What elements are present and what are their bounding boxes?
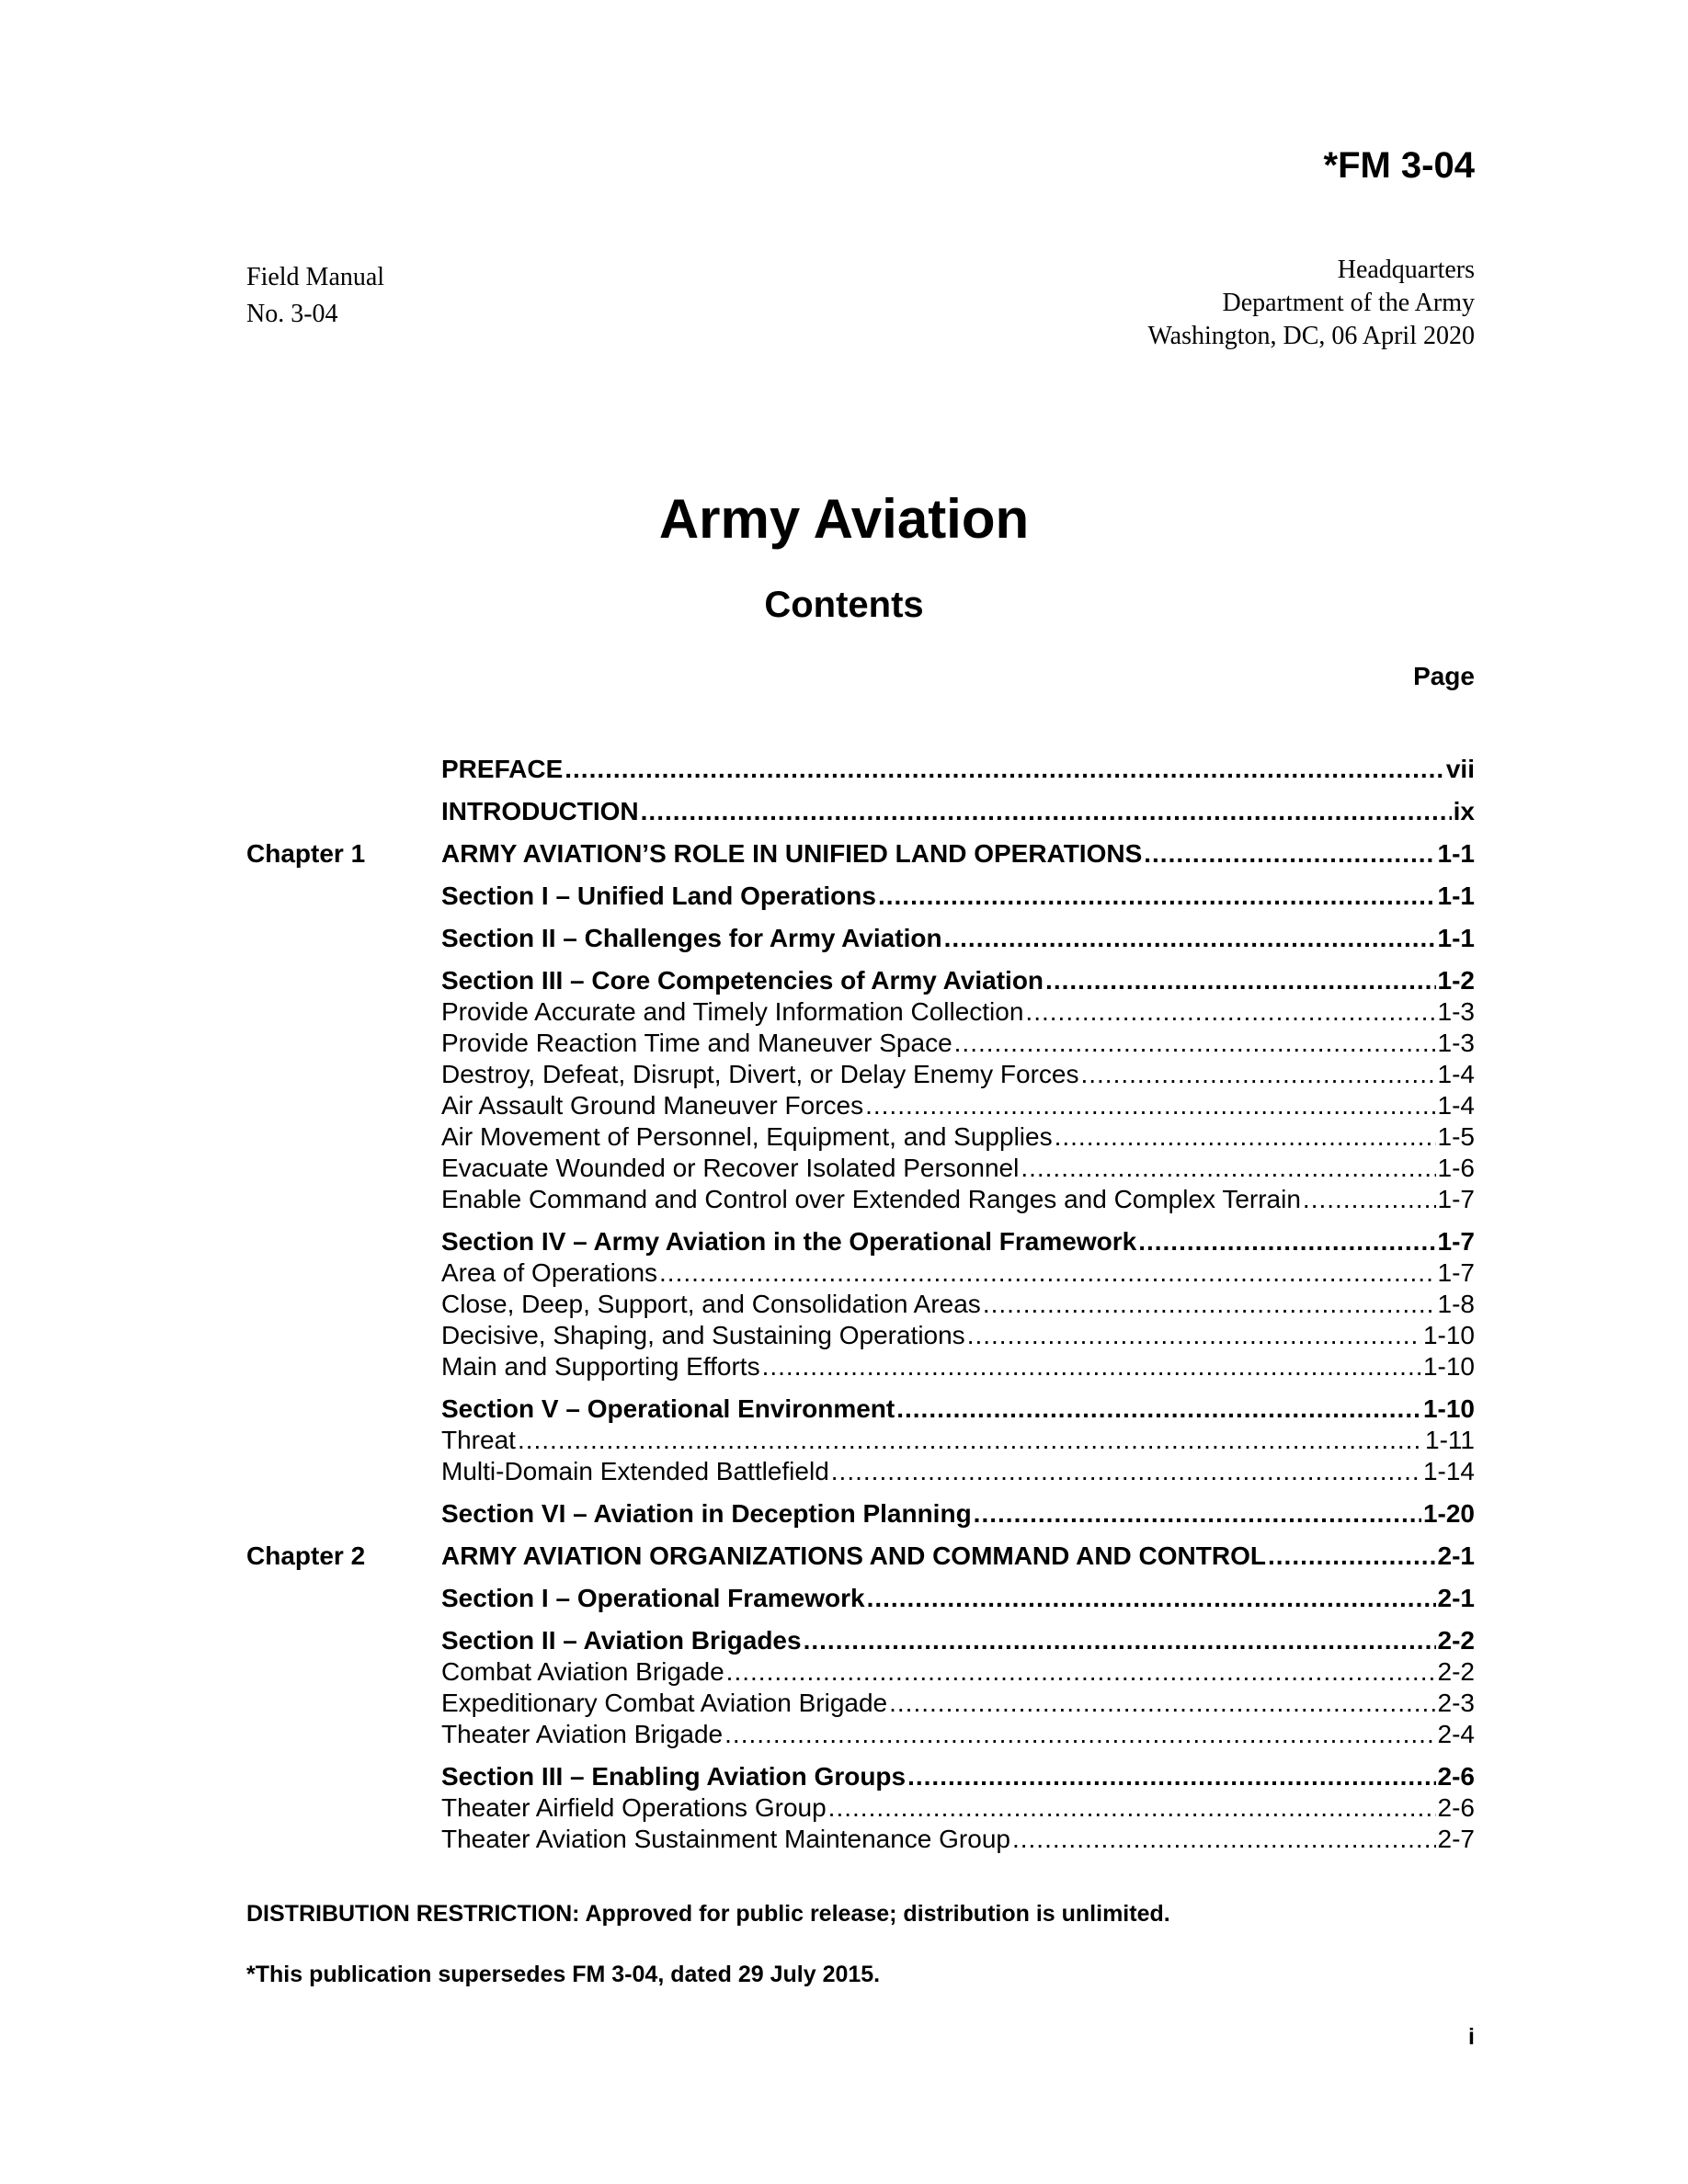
toc-entry[interactable] (246, 1028, 1475, 1059)
toc-entry-page: 1-3 (1437, 997, 1475, 1026)
toc-entry-title: Threat (441, 1426, 516, 1454)
toc-entry-page: 1-1 (1437, 882, 1475, 910)
toc-entry[interactable] (246, 1226, 1475, 1257)
toc-dot-leader (944, 923, 1436, 954)
toc-entry-line (441, 1028, 1475, 1059)
field-manual-block (246, 259, 384, 333)
toc-entry-line (441, 996, 1475, 1028)
toc-entry-page: 1-10 (1422, 1321, 1475, 1349)
toc-dot-leader (1025, 996, 1435, 1028)
toc-entry-title: Provide Accurate and Timely Information Collection (441, 997, 1024, 1026)
toc-dot-leader (878, 881, 1436, 912)
toc-entry-line (441, 1498, 1475, 1530)
toc-entry-title: Section IV – Army Aviation in the Operational Framework (441, 1227, 1137, 1256)
toc-entry-page: 2-6 (1437, 1793, 1475, 1822)
toc-entry[interactable] (246, 838, 1475, 870)
toc-dot-leader (1045, 965, 1435, 996)
page-column-label: Page (1413, 662, 1475, 690)
toc-chapter-label: Chapter 1 (246, 839, 366, 868)
toc-entry-line (441, 1761, 1475, 1792)
toc-entry-title: INTRODUCTION (441, 797, 639, 825)
toc-entry-title: Section VI – Aviation in Deception Planning (441, 1499, 972, 1528)
toc-dot-leader (1080, 1059, 1435, 1090)
toc-entry[interactable] (246, 1184, 1475, 1215)
toc-entry[interactable] (246, 1456, 1475, 1487)
toc-dot-leader (1021, 1153, 1435, 1184)
toc-dot-leader (804, 1625, 1436, 1656)
toc-entry-page: 1-11 (1425, 1426, 1475, 1454)
toc-chapter-label: Chapter 2 (246, 1541, 366, 1570)
toc-entry-title: PREFACE (441, 755, 564, 783)
toc-entry-line (441, 1541, 1475, 1572)
toc-entry-title: Expeditionary Combat Aviation Brigade (441, 1689, 888, 1717)
toc-entry[interactable] (246, 1320, 1475, 1351)
toc-entry-line (441, 1059, 1475, 1090)
toc-dot-leader (659, 1257, 1436, 1289)
toc-dot-leader (983, 1289, 1436, 1320)
toc-dot-leader (1144, 838, 1435, 870)
field-manual-label: Field Manual (246, 263, 385, 291)
toc-entry-page: 1-7 (1437, 1185, 1475, 1213)
toc-entry-title: Evacuate Wounded or Recover Isolated Personnel (441, 1154, 1020, 1182)
toc-entry-title: Section II – Challenges for Army Aviation (441, 924, 942, 952)
toc-entry[interactable] (246, 796, 1475, 827)
toc-entry-title: Section II – Aviation Brigades (441, 1626, 802, 1655)
toc-dot-leader (896, 1393, 1421, 1425)
toc-entry[interactable] (246, 923, 1475, 954)
toc-dot-leader (641, 796, 1452, 827)
toc-entry-line (441, 1121, 1475, 1153)
toc-entry-page: 1-7 (1437, 1227, 1475, 1256)
page-number: i (1468, 2024, 1475, 2050)
toc-dot-leader (828, 1792, 1436, 1824)
toc-entry-line (441, 1226, 1475, 1257)
toc-dot-leader (565, 754, 1444, 785)
toc-entry[interactable] (246, 1498, 1475, 1530)
toc-entry-line (441, 754, 1475, 785)
table-of-contents (246, 754, 1475, 1855)
toc-entry-page: 1-8 (1437, 1290, 1475, 1318)
toc-entry[interactable] (246, 996, 1475, 1028)
toc-entry[interactable] (246, 1824, 1475, 1855)
toc-dot-leader (831, 1456, 1421, 1487)
field-manual-number: No. 3-04 (246, 300, 338, 328)
toc-entry-title: Decisive, Shaping, and Sustaining Operations (441, 1321, 965, 1349)
document-id: *FM 3-04 (1323, 145, 1475, 186)
toc-entry[interactable] (246, 1583, 1475, 1614)
toc-entry-line (441, 1688, 1475, 1719)
toc-entry-line (441, 1792, 1475, 1824)
toc-entry-page: 2-2 (1437, 1657, 1475, 1686)
toc-entry-line (441, 1425, 1475, 1456)
toc-entry-page: ix (1453, 797, 1475, 825)
toc-entry-line (441, 1090, 1475, 1121)
toc-entry-title: Provide Reaction Time and Maneuver Space (441, 1029, 952, 1057)
toc-entry[interactable] (246, 1761, 1475, 1792)
toc-dot-leader (889, 1688, 1435, 1719)
toc-entry[interactable] (246, 1351, 1475, 1382)
toc-entry[interactable] (246, 1541, 1475, 1572)
toc-entry-title: Theater Airfield Operations Group (441, 1793, 827, 1822)
toc-entry-page: 2-1 (1437, 1584, 1475, 1612)
toc-dot-leader (1303, 1184, 1436, 1215)
toc-entry[interactable] (246, 1289, 1475, 1320)
toc-entry-page: 1-14 (1422, 1457, 1475, 1485)
toc-entry-line (441, 1153, 1475, 1184)
toc-dot-leader (967, 1320, 1421, 1351)
distribution-restriction: DISTRIBUTION RESTRICTION: Approved for public release; distribution is unlimited. (246, 1901, 1170, 1927)
toc-entry-page: 1-7 (1437, 1258, 1475, 1287)
toc-dot-leader (518, 1425, 1423, 1456)
toc-entry-line (441, 1393, 1475, 1425)
toc-entry-title: Section III – Core Competencies of Army Aviation (441, 966, 1044, 995)
toc-entry-line (441, 923, 1475, 954)
toc-entry-page: 2-6 (1437, 1762, 1475, 1791)
toc-entry-page: 1-2 (1437, 966, 1475, 995)
toc-dot-leader (1138, 1226, 1435, 1257)
toc-entry-title: ARMY AVIATION’S ROLE IN UNIFIED LAND OPERATIONS (441, 839, 1143, 868)
toc-entry-line (441, 1656, 1475, 1688)
toc-entry[interactable] (246, 881, 1475, 912)
headquarters-label: Headquarters (1337, 256, 1475, 284)
toc-entry-line (441, 965, 1475, 996)
toc-dot-leader (726, 1656, 1436, 1688)
page-title: Army Aviation (658, 488, 1030, 550)
supersedes-note: *This publication supersedes FM 3-04, dated 29 July 2015. (246, 1962, 881, 1987)
department-label: Department of the Army (1222, 289, 1475, 317)
toc-entry-title: Theater Aviation Brigade (441, 1720, 724, 1748)
toc-entry-title: ARMY AVIATION ORGANIZATIONS AND COMMAND AND CONTROL (441, 1541, 1266, 1570)
toc-dot-leader (907, 1761, 1435, 1792)
toc-entry-line (441, 796, 1475, 827)
toc-entry-page: 2-7 (1437, 1825, 1475, 1853)
toc-entry-page: 1-10 (1422, 1394, 1475, 1423)
toc-entry-title: Section V – Operational Environment (441, 1394, 895, 1423)
toc-entry-line (441, 1583, 1475, 1614)
toc-entry-line (441, 1824, 1475, 1855)
toc-entry[interactable] (246, 965, 1475, 996)
toc-entry-page: 2-2 (1437, 1626, 1475, 1655)
toc-dot-leader (974, 1498, 1421, 1530)
toc-entry-page: vii (1445, 755, 1475, 783)
toc-entry-page: 1-3 (1437, 1029, 1475, 1057)
toc-entry[interactable] (246, 1393, 1475, 1425)
toc-entry-page: 1-20 (1422, 1499, 1475, 1528)
toc-dot-leader (1012, 1824, 1436, 1855)
toc-entry-title: Air Assault Ground Maneuver Forces (441, 1091, 864, 1120)
toc-entry-line (441, 1257, 1475, 1289)
headquarters-block (1147, 254, 1475, 353)
toc-entry[interactable] (246, 1059, 1475, 1090)
toc-entry-line (441, 1289, 1475, 1320)
toc-entry[interactable] (246, 1257, 1475, 1289)
toc-entry-page: 1-1 (1437, 839, 1475, 868)
toc-dot-leader (954, 1028, 1436, 1059)
toc-entry[interactable] (246, 1656, 1475, 1688)
toc-entry-line (441, 881, 1475, 912)
toc-entry[interactable] (246, 1153, 1475, 1184)
toc-dot-leader (724, 1719, 1435, 1750)
toc-entry[interactable] (246, 1090, 1475, 1121)
toc-entry-title: Destroy, Defeat, Disrupt, Divert, or Delay Enemy Forces (441, 1060, 1079, 1088)
toc-dot-leader (762, 1351, 1421, 1382)
toc-entry[interactable] (246, 1792, 1475, 1824)
toc-entry-line (441, 1625, 1475, 1656)
toc-entry[interactable] (246, 1425, 1475, 1456)
toc-entry-page: 2-3 (1437, 1689, 1475, 1717)
toc-entry-title: Multi-Domain Extended Battlefield (441, 1457, 829, 1485)
toc-entry-page: 1-4 (1437, 1060, 1475, 1088)
toc-entry-page: 1-5 (1437, 1122, 1475, 1151)
toc-entry-page: 1-4 (1437, 1091, 1475, 1120)
toc-entry-title: Section III – Enabling Aviation Groups (441, 1762, 907, 1791)
toc-entry-line (441, 1719, 1475, 1750)
toc-entry-line (441, 1184, 1475, 1215)
location-date: Washington, DC, 06 April 2020 (1147, 322, 1475, 350)
contents-heading: Contents (764, 585, 924, 625)
toc-entry-page: 1-10 (1422, 1352, 1475, 1381)
toc-entry-title: Enable Command and Control over Extended Ranges and Complex Terrain (441, 1185, 1301, 1213)
toc-dot-leader (1055, 1121, 1436, 1153)
toc-entry[interactable] (246, 1719, 1475, 1750)
toc-entry-page: 2-1 (1437, 1541, 1475, 1570)
toc-entry-page: 1-6 (1437, 1154, 1475, 1182)
toc-entry[interactable] (246, 1121, 1475, 1153)
toc-entry-line (441, 1456, 1475, 1487)
toc-entry-title: Section I – Unified Land Operations (441, 882, 876, 910)
toc-entry-title: Section I – Operational Framework (441, 1584, 865, 1612)
toc-entry[interactable] (246, 754, 1475, 785)
toc-entry[interactable] (246, 1688, 1475, 1719)
toc-dot-leader (865, 1090, 1435, 1121)
toc-entry-title: Main and Supporting Efforts (441, 1352, 760, 1381)
toc-entry-line (441, 838, 1475, 870)
toc-dot-leader (1268, 1541, 1436, 1572)
toc-entry-page: 2-4 (1437, 1720, 1475, 1748)
toc-dot-leader (867, 1583, 1436, 1614)
toc-entry-line (441, 1320, 1475, 1351)
toc-entry[interactable] (246, 1625, 1475, 1656)
toc-entry-title: Close, Deep, Support, and Consolidation Areas (441, 1290, 981, 1318)
toc-entry-page: 1-1 (1437, 924, 1475, 952)
toc-entry-title: Combat Aviation Brigade (441, 1657, 724, 1686)
toc-entry-line (441, 1351, 1475, 1382)
toc-entry-title: Area of Operations (441, 1258, 658, 1287)
toc-entry-title: Air Movement of Personnel, Equipment, and Supplies (441, 1122, 1053, 1151)
toc-entry-title: Theater Aviation Sustainment Maintenance Group (441, 1825, 1010, 1853)
